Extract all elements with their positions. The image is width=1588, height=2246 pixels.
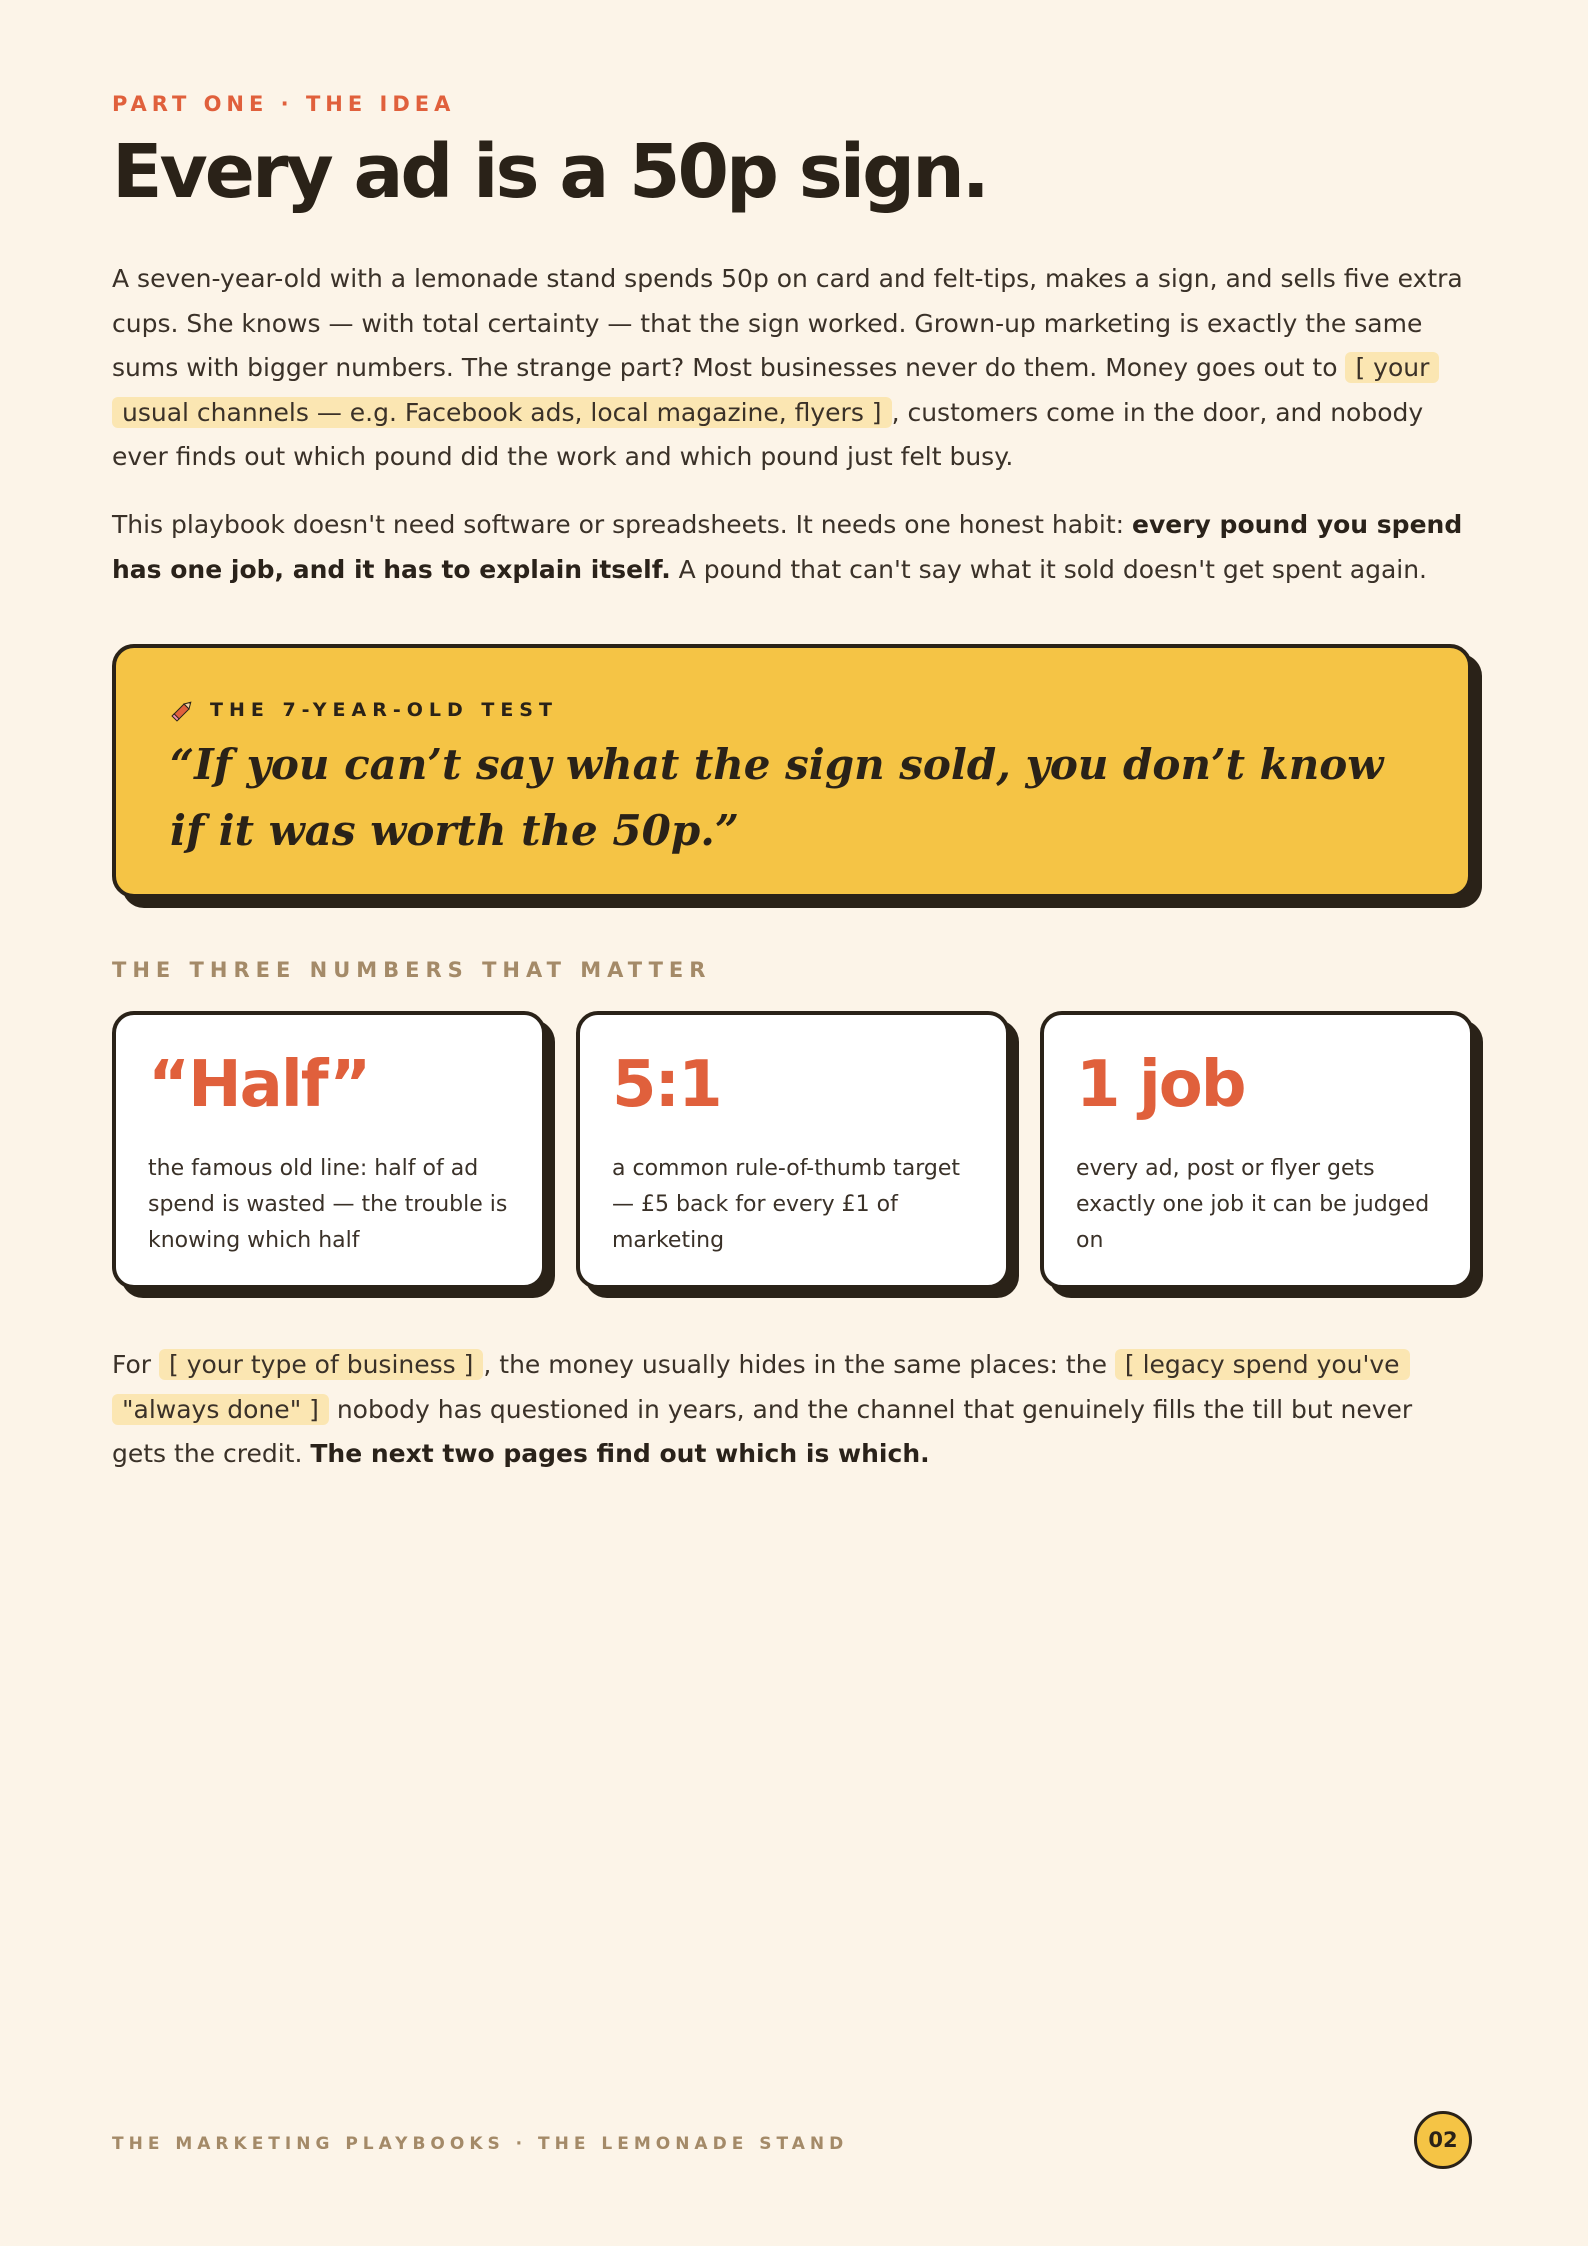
placeholder-legacy-spend: [ legacy spend you've "always done" ] [112, 1349, 1410, 1425]
section-label: THE THREE NUMBERS THAT MATTER [112, 958, 712, 982]
footer-text: THE MARKETING PLAYBOOKS · THE LEMONADE STAND [112, 2134, 849, 2154]
intro-text: A pound that can't say what it sold doesn't get spent again. [670, 554, 1428, 584]
page-title: Every ad is a 50p sign. [112, 129, 987, 215]
intro-emphasis: every pound you spend has one job, and it has to explain itself. [112, 510, 1463, 584]
callout-box [112, 644, 1472, 898]
intro-text: A seven-year-old with a lemonade stand spends 50p on card and felt-tips, makes a sign, and sells five extra cups. She knows — with total certainty — that the sign worked. Grown-up marketing is exactly the same sums with bigger numbers. The strange part? Most businesses never do them. Money goes out to [112, 264, 1463, 383]
placeholder-business-type: [ your type of business ] [159, 1349, 483, 1380]
intro-paragraph-1 [112, 257, 1472, 480]
stat-description: a common rule-of-thumb target — £5 back for every £1 of marketing [612, 1156, 961, 1253]
page-number-badge: 02 [1414, 2111, 1472, 2169]
stat-description: the famous old line: half of ad spend is wasted — the trouble is knowing which half [148, 1156, 508, 1253]
stat-card [576, 1011, 1010, 1289]
callout-header [170, 697, 558, 723]
eyebrow: PART ONE · THE IDEA [112, 92, 456, 116]
stat-description: every ad, post or flyer gets exactly one job it can be judged on [1076, 1156, 1430, 1253]
callout-quote: “If you can’t say what the sign sold, you don’t know if it was worth the 50p.” [170, 740, 1384, 855]
intro-paragraph-2 [112, 503, 1472, 592]
stat-card [112, 1011, 546, 1289]
outro-emphasis: The next two pages find out which is which. [310, 1439, 930, 1469]
outro-text: nobody has questioned in years, and the channel that genuinely fills the till but never gets the credit. [112, 1394, 1413, 1469]
stat-value: 1 job [1076, 1048, 1245, 1122]
pencil-icon [170, 697, 196, 723]
intro-text: , customers come in the door, and nobody ever finds out which pound did the work and which pound just felt busy. [112, 397, 1424, 472]
stat-value: “Half” [148, 1048, 370, 1122]
stat-card [1040, 1011, 1474, 1289]
callout-label: THE 7-YEAR-OLD TEST [210, 699, 558, 721]
outro-paragraph [112, 1343, 1472, 1477]
intro-text: This playbook doesn't need software or spreadsheets. It needs one honest habit: [112, 510, 1133, 539]
placeholder-channels: [ your usual channels — e.g. Facebook ads, local magazine, flyers ] [112, 352, 1439, 428]
outro-text: For [112, 1350, 160, 1379]
stat-value: 5:1 [612, 1048, 721, 1122]
outro-text: , the money usually hides in the same places: the [483, 1350, 1115, 1379]
